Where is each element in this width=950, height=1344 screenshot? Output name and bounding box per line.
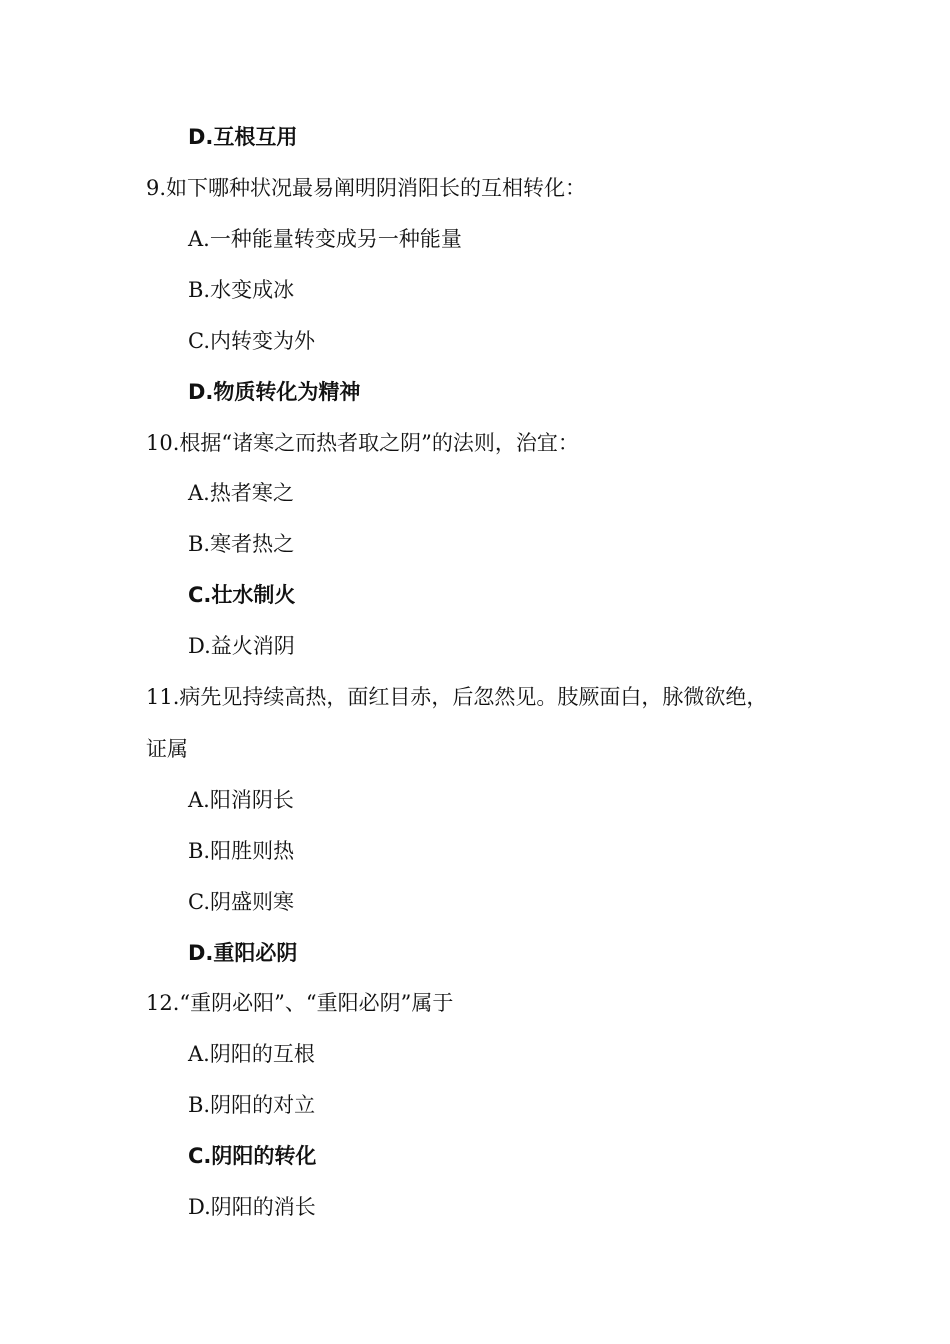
question-9-stem: 9.如下哪种状况最易阐明阴消阳长的互相转化： (146, 176, 587, 200)
question-11-option-b: B.阳胜则热 (188, 839, 295, 863)
question-12-stem: 12.“重阴必阳”、“重阳必阴”属于 (146, 991, 454, 1015)
question-12-answer-c: C.阴阳的转化 (188, 1144, 317, 1168)
question-9-option-b: B.水变成冰 (188, 278, 295, 302)
question-11-stem-continued: 证属 (146, 737, 188, 761)
question-9-answer-d: D.物质转化为精神 (188, 380, 361, 404)
question-11-answer-d: D.重阳必阴 (188, 941, 298, 965)
question-9-option-a: A.一种能量转变成另一种能量 (188, 227, 462, 251)
question-10-stem: 10.根据“诸寒之而热者取之阴”的法则，治宜： (146, 431, 579, 455)
question-11-option-a: A.阳消阴长 (188, 788, 294, 812)
question-11-stem: 11.病先见持续高热，面红目赤，后忽然见。肢厥面白，脉微欲绝， (146, 685, 768, 709)
question-10-option-b: B.寒者热之 (188, 532, 295, 556)
question-10-option-d: D.益火消阴 (188, 634, 295, 658)
question-12-option-b: B.阴阳的对立 (188, 1093, 316, 1117)
question-10-answer-c: C.壮水制火 (188, 583, 296, 607)
question-12-option-d: D.阴阳的消长 (188, 1195, 316, 1219)
question-11-option-c: C.阴盛则寒 (188, 890, 294, 914)
question-12-option-a: A.阴阳的互根 (188, 1042, 315, 1066)
question-10-option-a: A.热者寒之 (188, 481, 294, 505)
question-9-option-c: C.内转变为外 (188, 329, 315, 353)
question-8-answer-d: D.互根互用 (188, 125, 298, 149)
